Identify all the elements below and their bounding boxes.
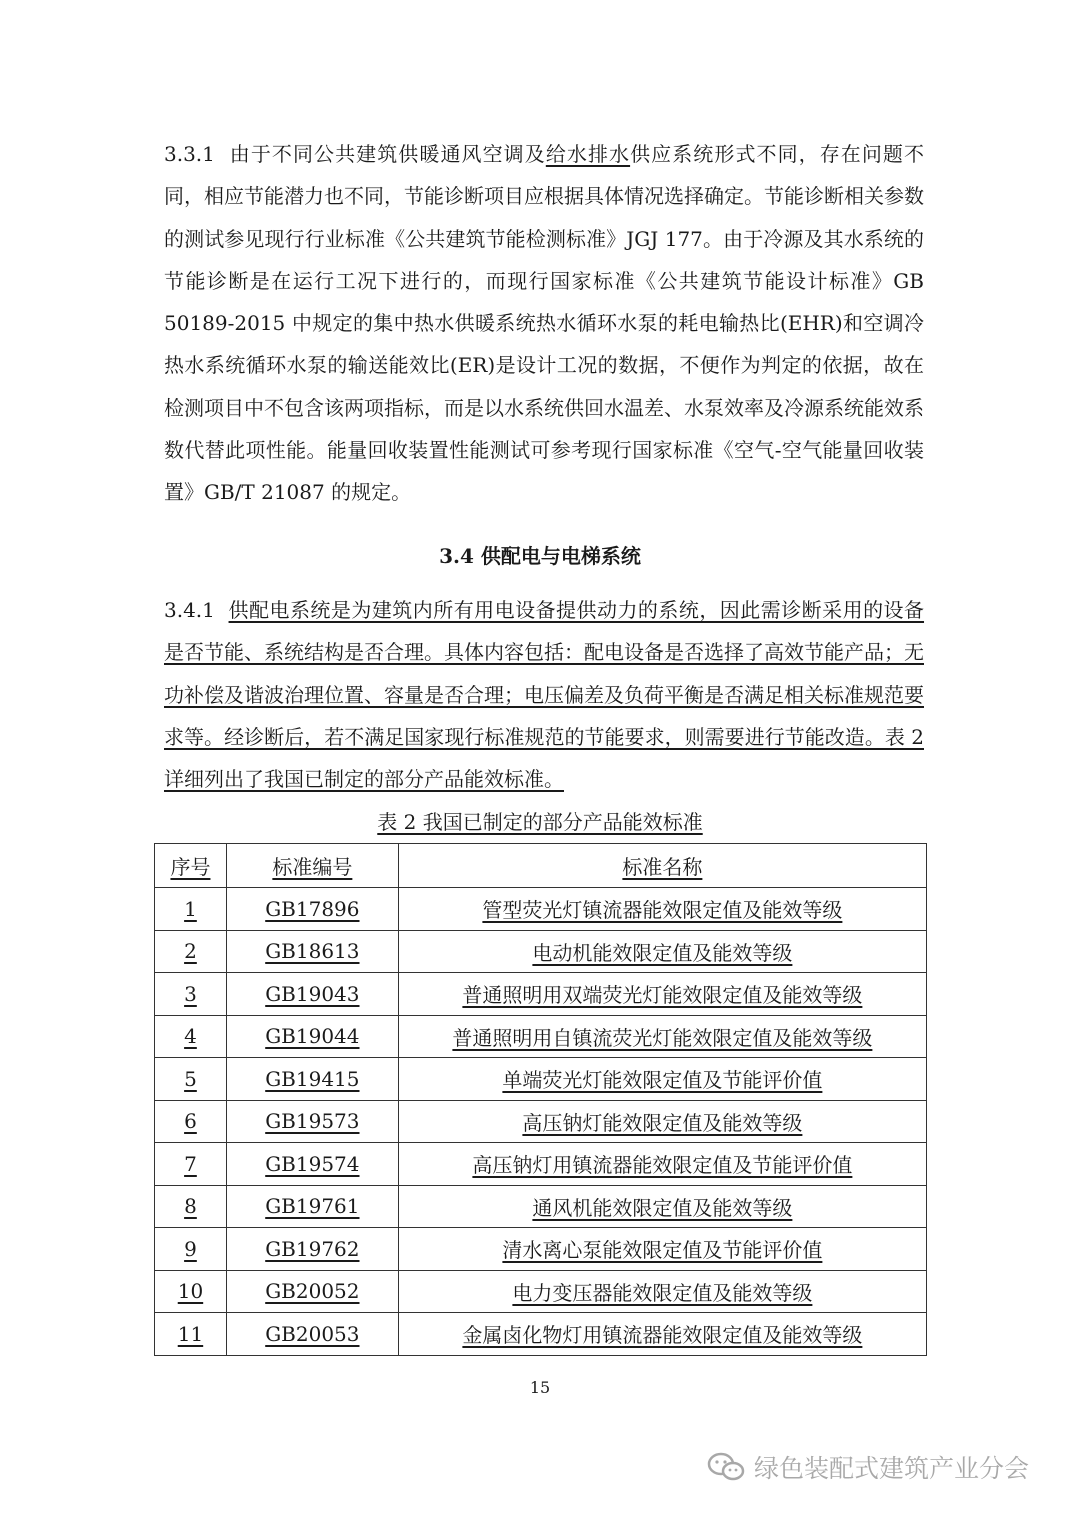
cell-serial: 10: [177, 1279, 204, 1304]
watermark: [706, 1447, 1029, 1487]
cell-standard-code-container: [226, 1058, 398, 1101]
table-row: [155, 1185, 927, 1228]
cell-serial-container: [155, 930, 227, 973]
cell-serial-container: [155, 1143, 227, 1186]
cell-serial-container: [155, 1313, 227, 1356]
cell-standard-name: 通风机能效限定值及能效等级: [532, 1195, 793, 1220]
section-number: 3.3.1: [164, 142, 215, 166]
cell-standard-code-container: [226, 1313, 398, 1356]
cell-standard-name-container: [398, 1015, 926, 1058]
cell-serial-container: [155, 1058, 227, 1101]
table-row: [155, 1015, 927, 1058]
table-body: [155, 888, 927, 1356]
cell-serial: 4: [184, 1024, 197, 1049]
table-row: [155, 1313, 927, 1356]
cell-standard-name-container: [398, 1313, 926, 1356]
paragraph-underlined-term: 给水排水: [545, 142, 631, 166]
page-number: 15: [529, 1378, 551, 1397]
cell-serial: 1: [184, 896, 197, 921]
cell-standard-code: GB19574: [265, 1151, 360, 1176]
cell-standard-name: 管型荧光灯镇流器能效限定值及能效等级: [482, 898, 843, 923]
cell-standard-code: GB19043: [265, 981, 360, 1006]
table-row: [155, 1270, 927, 1313]
cell-standard-code-container: [226, 1270, 398, 1313]
cell-standard-name: 高压钠灯用镇流器能效限定值及节能评价值: [472, 1153, 853, 1178]
header-serial: 序号: [155, 844, 227, 888]
cell-serial: 5: [184, 1066, 197, 1091]
cell-standard-code: GB17896: [265, 896, 360, 921]
cell-standard-name-container: [398, 888, 926, 931]
cell-standard-name: 金属卤化物灯用镇流器能效限定值及能效等级: [462, 1323, 863, 1348]
paragraph-text-part-b: 供应系统形式不同，存在问题不同，相应节能潜力也不同，节能诊断项目应根据具体情况选择确定。节能诊断相关参数的测试参见现行行业标准《公共建筑节能检测标准》JGJ 177。由于冷源及其水系统的节能诊断是在运行工况下进行的，而现行国家标准《公共建筑节能设计标准》GB 50189-2015 中规定的集中热水供暖系统热水循环水泵的耗电输热比(EHR)和空调冷热水系统循环水泵的输送能效比(ER)是设计工况的数据，不便作为判定的依据，故在检测项目中不包含该两项指标，而是以水系统供回水温差、水泵效率及冷源系统能效系数代替此项性能。能量回收装置性能测试可参考现行国家标准《空气-空气能量回收装置》GB/T 21087 的规定。: [164, 142, 925, 505]
cell-standard-code: GB20053: [265, 1321, 360, 1346]
header-standard-code: 标准编号: [226, 844, 398, 888]
cell-serial-container: [155, 1185, 227, 1228]
cell-standard-code-container: [226, 1100, 398, 1143]
cell-standard-code: GB19762: [265, 1236, 360, 1261]
cell-serial-container: [155, 973, 227, 1016]
cell-serial: 9: [184, 1236, 197, 1261]
table-row: [155, 1228, 927, 1271]
cell-standard-code-container: [226, 973, 398, 1016]
cell-standard-name: 电动机能效限定值及能效等级: [532, 940, 793, 965]
cell-standard-code: GB19573: [265, 1109, 360, 1134]
section-number: 3.4.1: [164, 598, 215, 622]
cell-standard-code-container: [226, 888, 398, 931]
paragraph-text: 供配电系统是为建筑内所有用电设备提供动力的系统，因此需诊断采用的设备是否节能、系统结构是否合理。具体内容包括：配电设备是否选择了高效节能产品；无功补偿及谐波治理位置、容量是否合理；电压偏差及负荷平衡是否满足相关标准规范要求等。经诊断后，若不满足国家现行标准规范的节能要求，则需要进行节能改造。表 2 详细列出了我国已制定的部分产品能效标准。: [164, 598, 925, 792]
cell-standard-code-container: [226, 1143, 398, 1186]
cell-serial: 6: [184, 1109, 197, 1134]
cell-standard-code-container: [226, 1015, 398, 1058]
cell-serial-container: [155, 888, 227, 931]
cell-standard-code: GB19761: [265, 1194, 360, 1219]
table-caption: 表 2 我国已制定的部分产品能效标准: [377, 810, 703, 834]
cell-standard-name-container: [398, 1270, 926, 1313]
cell-serial: 7: [184, 1151, 197, 1176]
table-row: [155, 930, 927, 973]
cell-standard-name: 普通照明用双端荧光灯能效限定值及能效等级: [462, 983, 863, 1008]
watermark-text: 绿色装配式建筑产业分会: [754, 1454, 1030, 1483]
section-3-3-1-paragraph: [164, 133, 924, 514]
cell-serial: 11: [177, 1321, 204, 1346]
cell-standard-code: GB19044: [265, 1024, 360, 1049]
cell-standard-name-container: [398, 1100, 926, 1143]
table-row: [155, 1143, 927, 1186]
section-3-4-heading: 3.4 供配电与电梯系统: [439, 544, 641, 568]
cell-serial: 8: [184, 1194, 197, 1219]
header-standard-name: 标准名称: [398, 844, 926, 888]
table-row: [155, 888, 927, 931]
cell-serial-container: [155, 1228, 227, 1271]
cell-standard-name-container: [398, 930, 926, 973]
cell-standard-code: GB20052: [265, 1279, 360, 1304]
standards-table: [154, 843, 927, 1356]
cell-standard-code-container: [226, 1185, 398, 1228]
paragraph-text-part-a: 由于不同公共建筑供暖通风空调及: [229, 142, 546, 166]
table-row: [155, 1058, 927, 1101]
cell-standard-name: 普通照明用自镇流荧光灯能效限定值及能效等级: [452, 1025, 873, 1050]
table-row: [155, 973, 927, 1016]
wechat-icon: [706, 1451, 746, 1483]
cell-serial-container: [155, 1270, 227, 1313]
cell-standard-code-container: [226, 1228, 398, 1271]
cell-standard-name: 高压钠灯能效限定值及能效等级: [522, 1110, 803, 1135]
cell-standard-code-container: [226, 930, 398, 973]
cell-serial: 2: [184, 939, 197, 964]
cell-standard-name-container: [398, 1143, 926, 1186]
table-header-row: [155, 844, 927, 888]
section-3-4-1-paragraph: [164, 589, 924, 800]
cell-standard-name-container: [398, 1185, 926, 1228]
cell-standard-code: GB18613: [265, 939, 360, 964]
cell-standard-name: 清水离心泵能效限定值及节能评价值: [502, 1238, 823, 1263]
cell-standard-code: GB19415: [265, 1066, 360, 1091]
cell-serial: 3: [184, 981, 197, 1006]
cell-serial-container: [155, 1015, 227, 1058]
cell-standard-name: 单端荧光灯能效限定值及节能评价值: [502, 1068, 823, 1093]
cell-serial-container: [155, 1100, 227, 1143]
cell-standard-name-container: [398, 1058, 926, 1101]
cell-standard-name-container: [398, 1228, 926, 1271]
cell-standard-name: 电力变压器能效限定值及能效等级: [512, 1280, 813, 1305]
cell-standard-name-container: [398, 973, 926, 1016]
table-row: [155, 1100, 927, 1143]
